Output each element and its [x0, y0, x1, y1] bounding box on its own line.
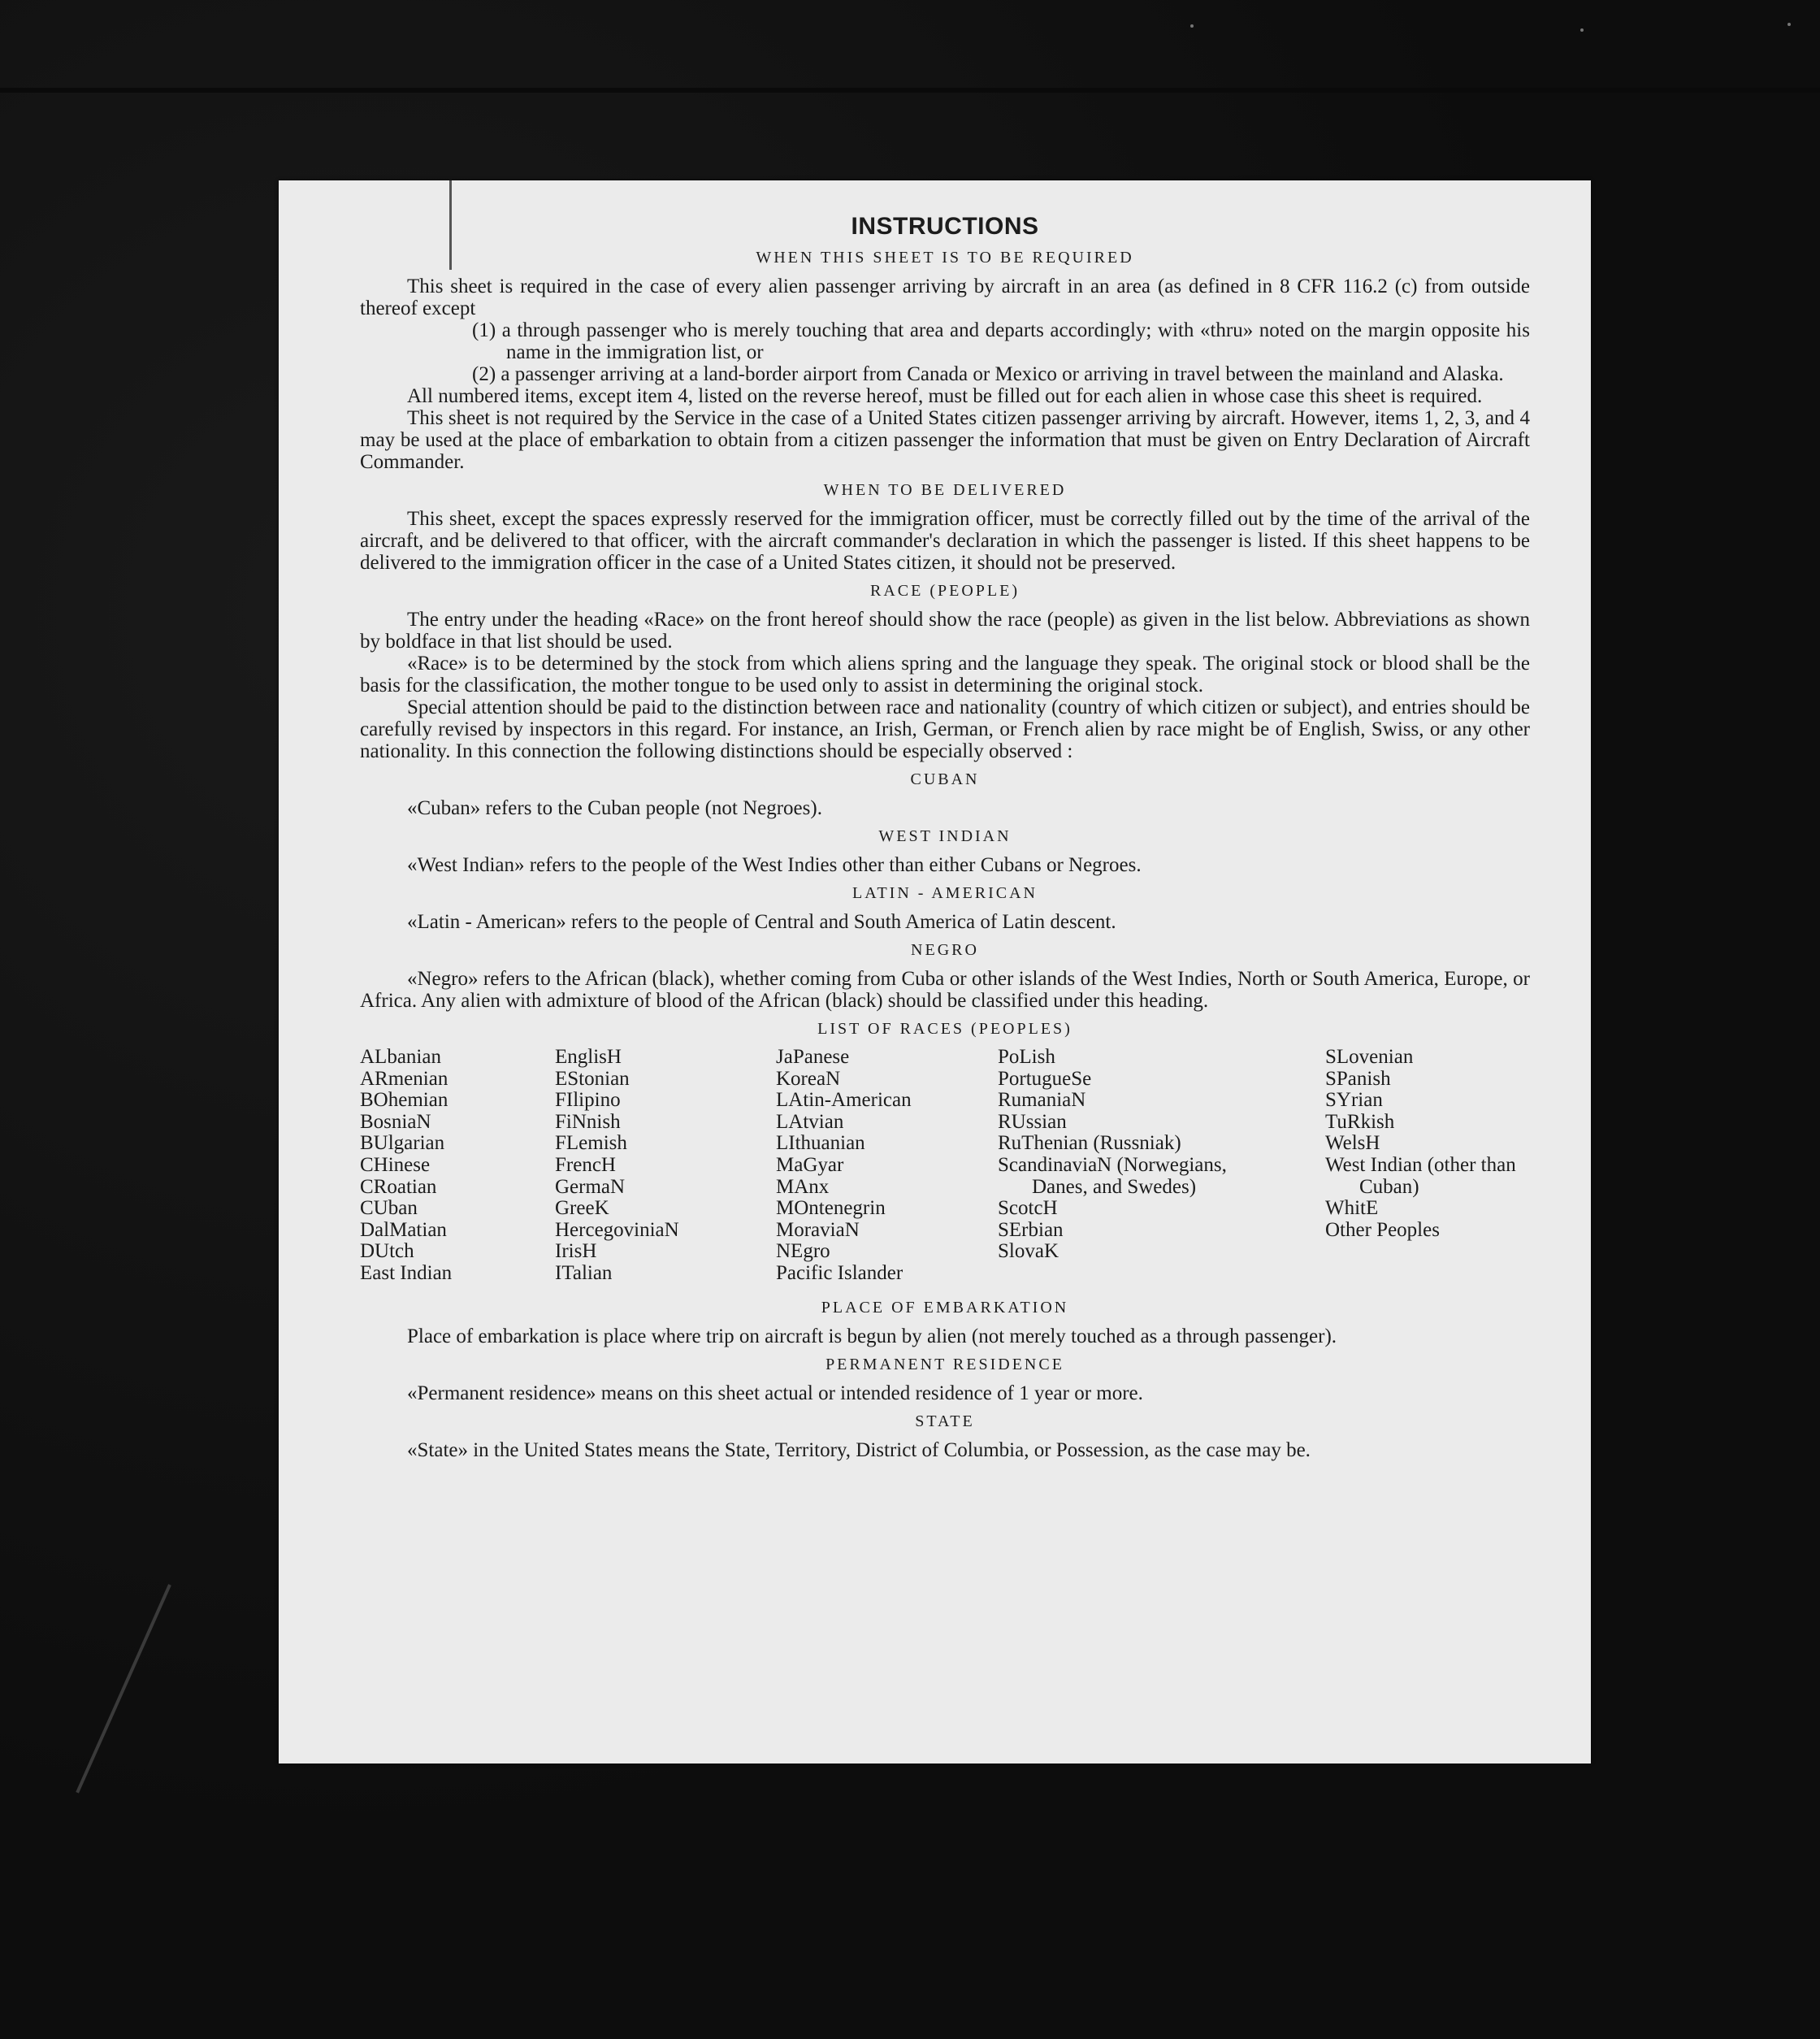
film-speck	[1190, 24, 1194, 28]
paragraph: All numbered items, except item 4, listed on the reverse hereof, must be filled out for each alien in whose case this sheet is required.	[407, 385, 1483, 407]
film-speck	[1580, 28, 1584, 32]
race-entry: NEgro	[776, 1240, 830, 1263]
race-entry: ScotcH	[998, 1197, 1058, 1220]
race-entry: FIlipino	[555, 1089, 621, 1112]
race-entry: ARmenian	[360, 1067, 448, 1090]
race-entry: GreeK	[555, 1197, 609, 1220]
race-entry: FiNnish	[555, 1110, 621, 1133]
race-entry: GermaN	[555, 1175, 626, 1198]
race-entry: KoreaN	[776, 1067, 841, 1090]
race-entry: MAnx	[776, 1175, 830, 1198]
paragraph: This sheet is not required by the Service in the case of a United States citizen passenger arriving by aircraft. However, items 1, 2, 3, and 4 may be used at the place of embarkation to obtain from a citizen passenger the information that must be given on Entry Declaration of Aircraft Commander.	[360, 407, 1530, 473]
race-entry: MOntenegrin	[776, 1197, 886, 1220]
heading-when-required: WHEN THIS SHEET IS TO BE REQUIRED	[756, 249, 1134, 267]
paragraph: «State» in the United States means the State, Territory, District of Columbia, or Possession, as the case may be.	[407, 1439, 1311, 1461]
list-item: (1) a through passenger who is merely touching that area and departs accordingly; with «thru» noted on the margin opposite his name in the immigration list, or	[472, 319, 1530, 363]
race-entry: East Indian	[360, 1261, 453, 1284]
race-entry: ALbanian	[360, 1046, 441, 1068]
race-entry: SPanish	[1325, 1067, 1391, 1090]
paragraph: The entry under the heading «Race» on the front hereof should show the race (people) as given in the list below. Abbreviations as shown by boldface in that list should be used.	[360, 609, 1530, 653]
race-entry: LAtvian	[776, 1110, 844, 1133]
paragraph: «West Indian» refers to the people of the West Indies other than either Cubans or Negroes.	[407, 854, 1142, 876]
paragraph: Place of embarkation is place where trip on aircraft is begun by alien (not merely touched as a through passenger).	[407, 1325, 1337, 1347]
race-entry: RuThenian (Russniak)	[998, 1132, 1181, 1155]
heading-permanent-residence: PERMANENT RESIDENCE	[826, 1356, 1064, 1373]
paragraph: This sheet is required in the case of every alien passenger arriving by aircraft in an area (as defined in 8 CFR 116.2 (c) from outside thereof except	[360, 275, 1530, 319]
races-column-5	[1325, 1047, 1530, 1241]
paragraph: «Permanent residence» means on this sheet actual or intended residence of 1 year or more.	[407, 1382, 1143, 1404]
paragraph: «Cuban» refers to the Cuban people (not Negroes).	[407, 797, 822, 819]
race-entry: HercegoviniaN	[555, 1218, 679, 1241]
races-column-2	[555, 1047, 766, 1285]
heading-list-of-races: LIST OF RACES (PEOPLES)	[817, 1020, 1072, 1038]
sheet-content	[360, 213, 1530, 1461]
race-entry: WhitE	[1325, 1197, 1379, 1220]
races-column-4	[998, 1047, 1242, 1263]
heading-when-delivered: WHEN TO BE DELIVERED	[823, 481, 1067, 499]
race-entry: EnglisH	[555, 1046, 622, 1068]
race-entry: RumaniaN	[998, 1089, 1086, 1112]
race-entry: CUban	[360, 1197, 418, 1220]
race-entry: CHinese	[360, 1153, 431, 1176]
list-item: (2) a passenger arriving at a land-border airport from Canada or Mexico or arriving in travel between the mainland and Alaska.	[472, 363, 1504, 385]
race-entry: ScandinaviaN (Norwegians, Danes, and Swedes)	[998, 1153, 1227, 1198]
race-entry: PoLish	[998, 1046, 1055, 1068]
heading-latin-american: LATIN - AMERICAN	[852, 884, 1038, 902]
race-entry: RUssian	[998, 1110, 1067, 1133]
race-entry: SlovaK	[998, 1240, 1059, 1263]
race-entry: West Indian (other than Cuban)	[1325, 1153, 1516, 1198]
race-entry: DalMatian	[360, 1218, 447, 1241]
film-speck	[1788, 23, 1791, 26]
paragraph: Special attention should be paid to the distinction between race and nationality (country of which citizen or subject), and entries should be carefully revised by inspectors in this regard. For instance, an Irish, German, or French alien by race might be of English, Swiss, or any other nationality. In this connection the following distinctions should be especially observed :	[360, 696, 1530, 762]
race-entry: LIthuanian	[776, 1132, 865, 1155]
race-entry: DUtch	[360, 1240, 414, 1263]
race-entry: FrencH	[555, 1153, 616, 1176]
race-entry: CRoatian	[360, 1175, 437, 1198]
race-entry: BosniaN	[360, 1110, 431, 1133]
paragraph: «Latin - American» refers to the people of Central and South America of Latin descent.	[407, 911, 1116, 933]
film-edge-line	[0, 88, 1820, 93]
race-entry: SYrian	[1325, 1089, 1383, 1112]
race-entry: Other Peoples	[1325, 1218, 1440, 1241]
race-entry: ITalian	[555, 1261, 613, 1284]
paragraph: This sheet, except the spaces expressly reserved for the immigration officer, must be correctly filled out by the time of the arrival of the aircraft, and be delivered to that officer, with the aircraft commander's declaration in which the passenger is listed. If this sheet happens to be delivered to the immigration officer in the case of a United States citizen, it should not be preserved.	[360, 508, 1530, 574]
races-column-3	[776, 1047, 987, 1285]
race-entry: SErbian	[998, 1218, 1064, 1241]
race-entry: SLovenian	[1325, 1046, 1414, 1068]
race-entry: BUlgarian	[360, 1132, 445, 1155]
race-entry: FLemish	[555, 1132, 627, 1155]
heading-negro: NEGRO	[911, 941, 979, 959]
race-entry: PortugueSe	[998, 1067, 1092, 1090]
race-entry: IrisH	[555, 1240, 597, 1263]
heading-state: STATE	[915, 1412, 975, 1430]
race-entry: Pacific Islander	[776, 1261, 904, 1284]
race-entry: BOhemian	[360, 1089, 448, 1112]
document-title: INSTRUCTIONS	[851, 213, 1039, 240]
races-column-1	[360, 1047, 539, 1285]
races-list	[360, 1047, 1530, 1291]
race-entry: MoraviaN	[776, 1218, 860, 1241]
instruction-sheet	[279, 180, 1591, 1764]
heading-cuban: CUBAN	[910, 770, 980, 788]
paragraph: «Negro» refers to the African (black), whether coming from Cuba or other islands of the West Indies, North or South America, Europe, or Africa. Any alien with admixture of blood of the African (black) should be classified under this heading.	[360, 968, 1530, 1012]
heading-place-of-embarkation: PLACE OF EMBARKATION	[821, 1299, 1069, 1317]
heading-west-indian: WEST INDIAN	[878, 827, 1012, 845]
heading-race: RACE (PEOPLE)	[870, 582, 1020, 600]
race-entry: MaGyar	[776, 1153, 844, 1176]
race-entry: LAtin-American	[776, 1089, 912, 1112]
race-entry: JaPanese	[776, 1046, 850, 1068]
race-entry: WelsH	[1325, 1132, 1380, 1155]
race-entry: EStonian	[555, 1067, 630, 1090]
paragraph: «Race» is to be determined by the stock from which aliens spring and the language they speak. The original stock or blood shall be the basis for the classification, the mother tongue to be used only to assist in determining the original stock.	[360, 653, 1530, 696]
race-entry: TuRkish	[1325, 1110, 1395, 1133]
